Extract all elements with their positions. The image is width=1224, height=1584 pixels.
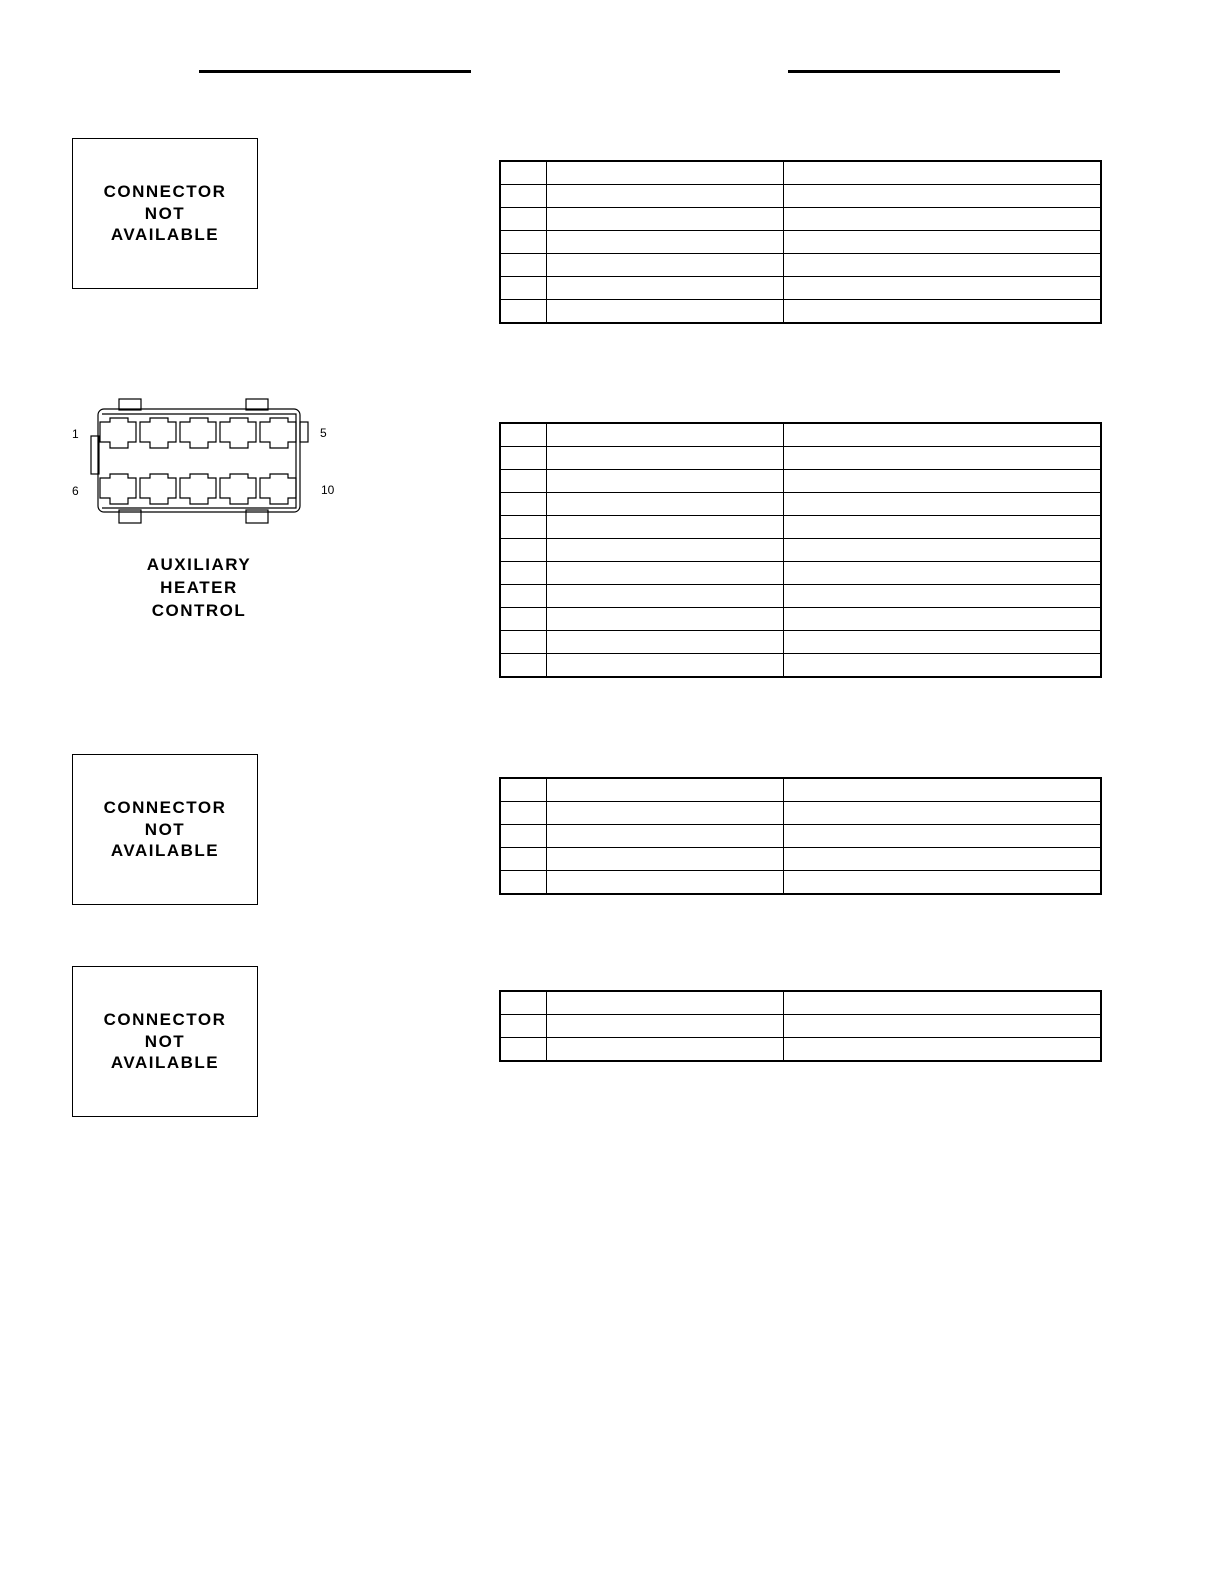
circuit-cell xyxy=(547,516,784,539)
circuit-cell xyxy=(547,254,784,277)
connector-placeholder-2 xyxy=(72,754,258,905)
function-cell xyxy=(784,1015,1102,1038)
function-cell xyxy=(784,802,1102,825)
caption-line: HEATER xyxy=(160,578,238,597)
table-row xyxy=(500,1015,1101,1038)
placeholder-line: AVAILABLE xyxy=(110,841,220,861)
cavity-cell xyxy=(500,423,547,447)
circuit-cell xyxy=(547,208,784,231)
function-cell xyxy=(784,991,1102,1015)
connector-cavity xyxy=(220,474,256,504)
circuit-cell xyxy=(547,871,784,895)
circuit-cell xyxy=(547,631,784,654)
circuit-cell xyxy=(547,161,784,185)
circuit-cell xyxy=(547,423,784,447)
caption-line: CONTROL xyxy=(151,601,247,620)
header-rule-left xyxy=(199,70,471,73)
function-cell xyxy=(784,185,1102,208)
cavity-cell xyxy=(500,608,547,631)
function-cell xyxy=(784,585,1102,608)
connector-inner-outline xyxy=(102,414,296,508)
function-cell xyxy=(784,631,1102,654)
function-cell xyxy=(784,277,1102,300)
function-cell xyxy=(784,608,1102,631)
placeholder-line: CONNECTOR xyxy=(103,1010,227,1030)
circuit-cell xyxy=(547,778,784,802)
cavity-cell xyxy=(500,208,547,231)
cavity-cell xyxy=(500,516,547,539)
table-row xyxy=(500,608,1101,631)
cavity-cell xyxy=(500,1015,547,1038)
cavity-cell xyxy=(500,778,547,802)
connector-cavity xyxy=(100,418,136,448)
circuit-cell xyxy=(547,802,784,825)
function-cell xyxy=(784,516,1102,539)
pin-label-bottom-right: 10 xyxy=(321,483,335,497)
connector-not-available-text xyxy=(104,1009,227,1074)
latch-tab-top-right xyxy=(246,399,268,410)
table-row xyxy=(500,585,1101,608)
cavity-cell xyxy=(500,654,547,678)
pin-table-3 xyxy=(499,777,1102,895)
cavity-cell xyxy=(500,447,547,470)
function-cell xyxy=(784,562,1102,585)
placeholder-line: CONNECTOR xyxy=(103,798,227,818)
pin-table-1 xyxy=(499,160,1102,324)
function-cell xyxy=(784,848,1102,871)
cavity-cell xyxy=(500,585,547,608)
cavity-cell xyxy=(500,185,547,208)
cavity-cell xyxy=(500,1038,547,1062)
side-key-right xyxy=(300,422,308,442)
cavity-group xyxy=(100,418,296,504)
function-cell xyxy=(784,778,1102,802)
circuit-cell xyxy=(547,654,784,678)
function-cell xyxy=(784,208,1102,231)
auxiliary-heater-connector-drawing xyxy=(60,392,350,532)
function-cell xyxy=(784,825,1102,848)
function-cell xyxy=(784,654,1102,678)
caption-line: AUXILIARY xyxy=(146,555,252,574)
circuit-cell xyxy=(547,231,784,254)
function-cell xyxy=(784,447,1102,470)
placeholder-line: NOT xyxy=(144,819,186,839)
table-row xyxy=(500,825,1101,848)
circuit-cell xyxy=(547,848,784,871)
circuit-cell xyxy=(547,300,784,324)
table-row xyxy=(500,802,1101,825)
function-cell xyxy=(784,470,1102,493)
cavity-cell xyxy=(500,631,547,654)
circuit-cell xyxy=(547,470,784,493)
function-cell xyxy=(784,161,1102,185)
circuit-cell xyxy=(547,493,784,516)
circuit-cell xyxy=(547,991,784,1015)
circuit-cell xyxy=(547,1015,784,1038)
connector-cavity xyxy=(140,418,176,448)
connector-cavity xyxy=(220,418,256,448)
table-row xyxy=(500,871,1101,895)
connector-cavity xyxy=(260,418,296,448)
pin-label-top-right: 5 xyxy=(320,426,327,440)
connector-placeholder-3 xyxy=(72,966,258,1117)
cavity-cell xyxy=(500,539,547,562)
table-row xyxy=(500,470,1101,493)
function-cell xyxy=(784,423,1102,447)
connector-cavity xyxy=(180,418,216,448)
table-row xyxy=(500,208,1101,231)
circuit-cell xyxy=(547,277,784,300)
circuit-cell xyxy=(547,185,784,208)
function-cell xyxy=(784,1038,1102,1062)
cavity-cell xyxy=(500,848,547,871)
table-row xyxy=(500,1038,1101,1062)
connector-cavity xyxy=(180,474,216,504)
cavity-cell xyxy=(500,277,547,300)
connector-cavity xyxy=(260,474,296,504)
cavity-cell xyxy=(500,991,547,1015)
table-row xyxy=(500,185,1101,208)
circuit-cell xyxy=(547,608,784,631)
table-header-row xyxy=(500,778,1101,802)
cavity-cell xyxy=(500,254,547,277)
circuit-cell xyxy=(547,1038,784,1062)
table-row xyxy=(500,848,1101,871)
connector-not-available-text xyxy=(104,797,227,862)
function-cell xyxy=(784,231,1102,254)
cavity-cell xyxy=(500,493,547,516)
cavity-cell xyxy=(500,802,547,825)
table-row xyxy=(500,516,1101,539)
function-cell xyxy=(784,871,1102,895)
connector-cavity xyxy=(100,474,136,504)
cavity-cell xyxy=(500,300,547,324)
auxiliary-heater-control-caption xyxy=(113,553,285,622)
function-cell xyxy=(784,539,1102,562)
table-row xyxy=(500,631,1101,654)
placeholder-line: NOT xyxy=(144,203,186,223)
placeholder-line: AVAILABLE xyxy=(110,225,220,245)
connector-not-available-text xyxy=(104,181,227,246)
pin-label-bottom-left: 6 xyxy=(72,484,79,498)
table-row xyxy=(500,562,1101,585)
connector-body xyxy=(98,409,300,512)
function-cell xyxy=(784,254,1102,277)
cavity-cell xyxy=(500,470,547,493)
table-row xyxy=(500,300,1101,324)
connector-placeholder-1 xyxy=(72,138,258,289)
table-row xyxy=(500,231,1101,254)
placeholder-line: CONNECTOR xyxy=(103,182,227,202)
placeholder-line: AVAILABLE xyxy=(110,1053,220,1073)
circuit-cell xyxy=(547,825,784,848)
table-row xyxy=(500,654,1101,678)
function-cell xyxy=(784,300,1102,324)
cavity-cell xyxy=(500,825,547,848)
table-row xyxy=(500,493,1101,516)
cavity-cell xyxy=(500,562,547,585)
header-rule-right xyxy=(788,70,1060,73)
cavity-cell xyxy=(500,161,547,185)
circuit-cell xyxy=(547,539,784,562)
table-row xyxy=(500,277,1101,300)
table-row xyxy=(500,539,1101,562)
table-header-row xyxy=(500,161,1101,185)
circuit-cell xyxy=(547,562,784,585)
circuit-cell xyxy=(547,585,784,608)
table-row xyxy=(500,254,1101,277)
latch-tab-top-left xyxy=(119,399,141,410)
table-row xyxy=(500,447,1101,470)
placeholder-line: NOT xyxy=(144,1031,186,1051)
circuit-cell xyxy=(547,447,784,470)
function-cell xyxy=(784,493,1102,516)
table-header-row xyxy=(500,991,1101,1015)
connector-cavity xyxy=(140,474,176,504)
table-header-row xyxy=(500,423,1101,447)
cavity-cell xyxy=(500,231,547,254)
pin-label-top-left: 1 xyxy=(72,427,79,441)
pin-table-4 xyxy=(499,990,1102,1062)
pin-table-2 xyxy=(499,422,1102,678)
cavity-cell xyxy=(500,871,547,895)
